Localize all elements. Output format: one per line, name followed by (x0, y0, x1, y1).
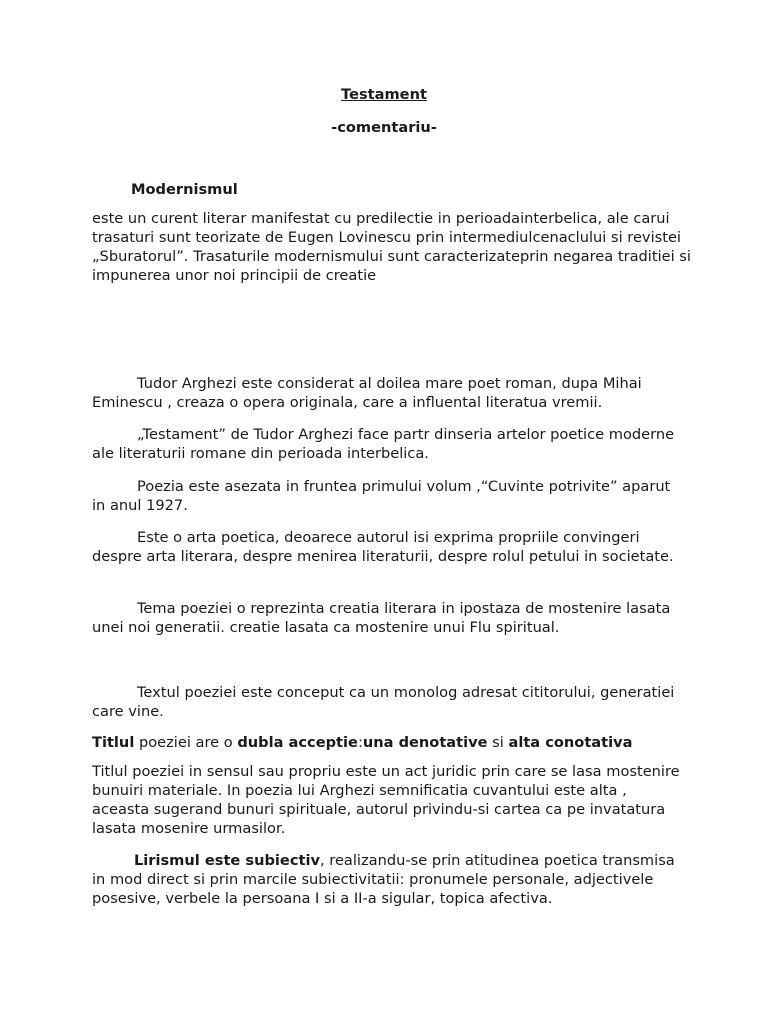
document-subtitle: -comentariu- (331, 119, 437, 136)
text-si: si (487, 734, 509, 751)
paragraph-titlul-sens: Titlul poeziei in sensul sau propriu este un act juridic prin care se lasa mostenire bunuiri materiale. In poezia lui Arghezi semnificatia cuvantului este alta , aceasta sugerand bunuri spirituale, autorul privindu-si cartea ca pe invatatura lasata mosenire urmasilor. (92, 763, 680, 837)
bold-lirismul: Lirismul este subiectiv (134, 852, 320, 869)
text-colon: : (357, 734, 363, 751)
bold-denotative: una denotative (362, 734, 488, 751)
section-heading: Modernismul (131, 181, 238, 198)
bold-conotativa: alta conotativa (508, 734, 633, 751)
bold-dubla-acceptie: dubla acceptie (237, 734, 358, 751)
bold-titlul: Titlul (92, 734, 135, 751)
paragraph-tema: Tema poeziei o reprezinta creatia literara in ipostaza de mostenire lasata unei noi generatii. creatie lasata ca mostenire unui Flu spiritual. (92, 600, 671, 636)
document-title: Testament (341, 86, 427, 103)
text-lirism-rest: , realizandu-se prin atitudinea poetica transmisa in mod direct si prin marcile subiectivitatii: pronumele personale, adjectivele posesive, verbele la persoana I si a II-a sigular, topica afectiva. (92, 852, 675, 907)
text-titlul-1: poeziei are o (134, 734, 238, 751)
paragraph-textul: Textul poeziei este conceput ca un monolog adresat cititorului, generatiei care vine. (92, 684, 675, 720)
paragraph-arta-poetica: Este o arta poetica, deoarece autorul isi exprima propriile convingeri despre arta literara, despre menirea literaturii, despre rolul petului in societate. (92, 529, 674, 565)
paragraph-titlul-acceptie (92, 733, 712, 752)
paragraph-arghezi: Tudor Arghezi este considerat al doilea mare poet roman, dupa Mihai Eminescu , creaza o opera originala, care a influental literatua vremii. (92, 375, 642, 411)
paragraph-lirism (92, 851, 682, 908)
paragraph-modernism: este un curent literar manifestat cu predilectie in perioadainterbelica, ale carui trasaturi sunt teorizate de Eugen Lovinescu prin intermediulcenaclului si revistei „Sburatorul”. Trasaturile modernismului sunt caracterizateprin negarea traditiei si impunerea unor noi principii de creatie (92, 210, 691, 284)
paragraph-testament: „Testament” de Tudor Arghezi face partr dinseria artelor poetice moderne ale literaturii romane din perioada interbelica. (92, 426, 675, 462)
paragraph-volum: Poezia este asezata in fruntea primului volum ,“Cuvinte potrivite” aparut in anul 1927. (92, 478, 671, 514)
